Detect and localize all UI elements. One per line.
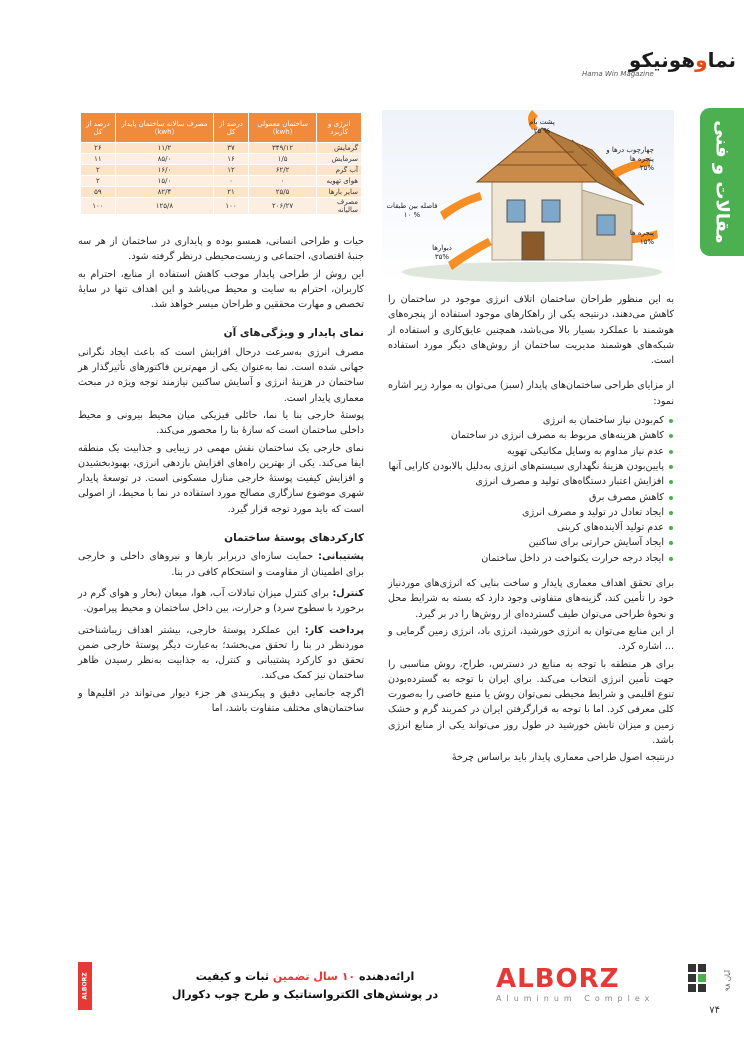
paragraph: کنترل: برای کنترل میزان تبادلات آب، هوا، میعان (بخار و هوای گرم در برخورد با سطوح سرد) و حرارت، بین داخل ساختمان و محیط پیرامون. (78, 587, 364, 615)
table-row: آب گرم ۶۲/۲ ۱۲ ۱۶/۰ ۲ (81, 165, 362, 176)
th-normal: ساختمان معمولی (kwh) (248, 113, 316, 143)
label-windows: چهارچوب درها و پنجره ها ۲۵% (606, 146, 654, 172)
term-label: پرداخت کار: (304, 624, 364, 636)
label-walls: دیوارها ۳۵% (432, 244, 452, 261)
left-column (78, 234, 364, 718)
list-item: عدم تولید آلاینده‌های کربنی (388, 520, 674, 535)
paragraph: پشتیبانی: حمایت سازه‌ای دربرابر بارها و نیروهای داخلی و خارجی برای اطمینان از مقاومت و استحکام کافی در بنا. (78, 551, 364, 578)
paragraph: پرداخت کار: این عملکرد پوستۀ خارجی، بیشتر اهداف زیباشناختی موردنظر در بنا را تحقق می‌بخشد؛ به‌عبارت دیگر پوستۀ خارجی ضمن تحقق دو کارکرد پشتیبانی و کنترل، به جذابیت به‌نظر رسیدن ظاهر ساختمان نیز کمک می‌کند. (78, 624, 364, 682)
energy-table (80, 112, 362, 215)
section-tab (700, 108, 744, 256)
alborz-side-badge: ALBORZ (78, 962, 92, 1010)
label-gaps: فاصله بین طبقات ۱۰ % (386, 202, 438, 219)
grid-mark-icon (688, 964, 714, 1000)
th-usage: انرژی و کاربرد (317, 113, 362, 143)
list-item: ایجاد درجه حرارت یکنواخت در داخل ساختمان (388, 551, 674, 566)
th-sustainable: مصرف سالانه ساختمان پایدار (kwh) (115, 113, 213, 143)
paragraph: برای هر منطقه با توجه به منابع در دسترس، طراح، روش مناسبی را جهت تأمین انرژی انتخاب می‌کند. برای ایران با توجه به گسترده‌بودن تنوع اقلیمی و شرایط محیطی نمی‌توان روش یا منبع خاصی را به‌صورت کلی معرفی کرد. اما با توجه به قرارگرفتن ایران در کمربند گرم و خشک زمین و میزان تابش خورشید در طول روز می‌تواند یکی از منابع انرژی باشد. (388, 658, 674, 747)
list-item: ایجاد آسایش حرارتی برای ساکنین (388, 535, 674, 550)
logo-word-b: نما (707, 48, 736, 72)
paragraph: به این منظور طراحان ساختمان اتلاف انرژی موجود در ساختمان را کاهش می‌دهند، درنتیجه یکی از راهکارهای موجود استفاده از پنجره‌های هوشمند با عملکرد بسیار بالا می‌باشد، همچنین عایق‌کاری و استفاده از شبکه‌های هوشمند مدیریت ساختمان از روش‌های دیگر مورد استفاده است. (388, 294, 674, 367)
table-row: گرمایش ۳۴۹/۱۲ ۳۷ ۱۱/۲ ۲۶ (81, 143, 362, 154)
paragraph: پوستۀ خارجی بنا یا نما، حائلی فیزیکی میان محیط بیرونی و محیط داخلی ساختمان است که سازۀ بنا را محصور می‌کند. (78, 409, 364, 437)
th-pct2: درصد از کل (81, 113, 116, 143)
th-pct1: درصد از کل (214, 113, 249, 143)
section-heading: کارکردهای پوستۀ ساختمان (224, 532, 364, 545)
ad-slogan: ارائه‌دهنده ۱۰ سال تضمین ثبات و کیفیت در پوشش‌های الکترواستاتیک و طرح چوب دکورال (171, 970, 439, 1001)
paragraph: درنتیجه اصول طراحی معماری پایدار باید براساس چرخۀ (451, 752, 674, 764)
paragraph: از مزایای طراحی ساختمان‌های پایدار (سبز) می‌توان به موارد زیر اشاره نمود: (388, 380, 674, 407)
list-item: ایجاد تعادل در تولید و مصرف انرژی (388, 505, 674, 520)
table-row: هوای تهویه ۰ ۰ ۱۵/۰ ۲ (81, 176, 362, 187)
house-energy-loss-illustration (382, 110, 674, 282)
label-floors: پنجره ها ۱۵% (629, 229, 654, 246)
term-label: پشتیبانی: (318, 551, 364, 563)
logo-word-a: هونیکو (628, 48, 696, 72)
logo-subtitle: Hama Win Magazine (582, 70, 654, 78)
list-item: پایین‌بودن هزینۀ نگهداری سیستم‌های انرژی به‌دلیل بالابودن کارایی آنها (388, 459, 674, 474)
alborz-logo: ALBORZ Aluminum Complex (496, 964, 655, 1003)
term-label: کنترل: (332, 587, 364, 599)
paragraph: حیات و طراحی انسانی، همسو بوده و پایداری در ساختمان از هر سه جنبۀ اقتصادی، اجتماعی و زیست‌محیطی درنظر گرفته شود. (78, 236, 364, 263)
paragraph: از این منابع می‌توان به انرژی خورشید، انرژی باد، انرژی زمین گرمایی و ... اشاره کرد. (388, 625, 674, 653)
list-item: کاهش هزینه‌های مربوط به مصرف انرژی در ساختمان (388, 428, 674, 443)
issue-date: آبان ۹۸ (724, 970, 732, 991)
paragraph: اگرچه جانمایی دقیق و پیکربندی هر جزء دیوار می‌تواند در اقلیم‌ها و ساختمان‌های مختلف متفاوت باشد، اما (78, 687, 364, 715)
list-item: کم‌بودن نیاز ساختمان به انرژی (388, 413, 674, 428)
paragraph: نمای خارجی یک ساختمان نقش مهمی در زیبایی و جذابیت یک منطقه ایفا می‌کند. یکی از بهترین راه‌های افزایش بازدهی انرژی، بهبودبخشیدن و افزایش کیفیت پوستۀ خارجی منازل مسکونی است. در توسعۀ پایدار شهری موضوع سازگاری مصالح مورد استفاده در نما با محیط، از اصولی است که باید مورد توجه قرار گیرد. (78, 442, 364, 515)
logo-word-o: و (695, 48, 708, 72)
table-row: مصرف سالیانه ۲۰۶/۲۷ ۱۰۰ ۱۲۵/۸ ۱۰۰ (81, 198, 362, 215)
section-tab-label: مقالات و فنی (711, 120, 733, 244)
magazine-logo (580, 48, 740, 80)
paragraph: مصرف انرژی به‌سرعت درحال افزایش است که باعث ایجاد نگرانی جهانی شده است. نما به‌عنوان یکی از مهم‌ترین فاکتورهای تأثیرگذار هر ساختمان در هزینۀ انرژی و آسایش ساکنین نیازمند توجه ویژه در مبحث معماری پایدار است. (78, 346, 364, 404)
table-row: سرمایش ۱/۵ ۱۶ ۸۵/۰ ۱۱ (81, 154, 362, 165)
paragraph: برای تحقق اهداف معماری پایدار و ساخت بنایی که انرژی‌های موردنیاز خود را تأمین کند، گزینه‌های متفاوتی وجود دارد که بسته به شرایط محل و نحوۀ طراحی می‌توان طیف گسترده‌ای از روش‌ها را در بر گیرد. (388, 578, 674, 620)
section-heading: نمای پایدار و ویژگی‌های آن (223, 327, 364, 340)
right-column (388, 292, 674, 768)
list-item: افزایش اعتبار دستگاه‌های تولید و مصرف انرژی (388, 474, 674, 489)
table-row: سایر بارها ۲۵/۵ ۲۱ ۸۲/۴ ۵۹ (81, 187, 362, 198)
paragraph: این روش از طراحی پایدار موجب کاهش استفاده از منابع، احترام به کاربران، احترام به سایت و محیط می‌باشد و این اهداف تنها در سایۀ تخصص و مهارت محققین و طراحان میسر خواهد شد. (78, 268, 364, 311)
benefits-list (388, 413, 674, 566)
label-roof: پشت بام ۲۵ % (529, 118, 555, 135)
page-info (676, 962, 732, 1016)
list-item: عدم نیاز مداوم به وسایل مکانیکی تهویه (388, 444, 674, 459)
list-item: کاهش مصرف برق (388, 490, 674, 505)
page-number: ۷۴ (709, 1005, 720, 1016)
